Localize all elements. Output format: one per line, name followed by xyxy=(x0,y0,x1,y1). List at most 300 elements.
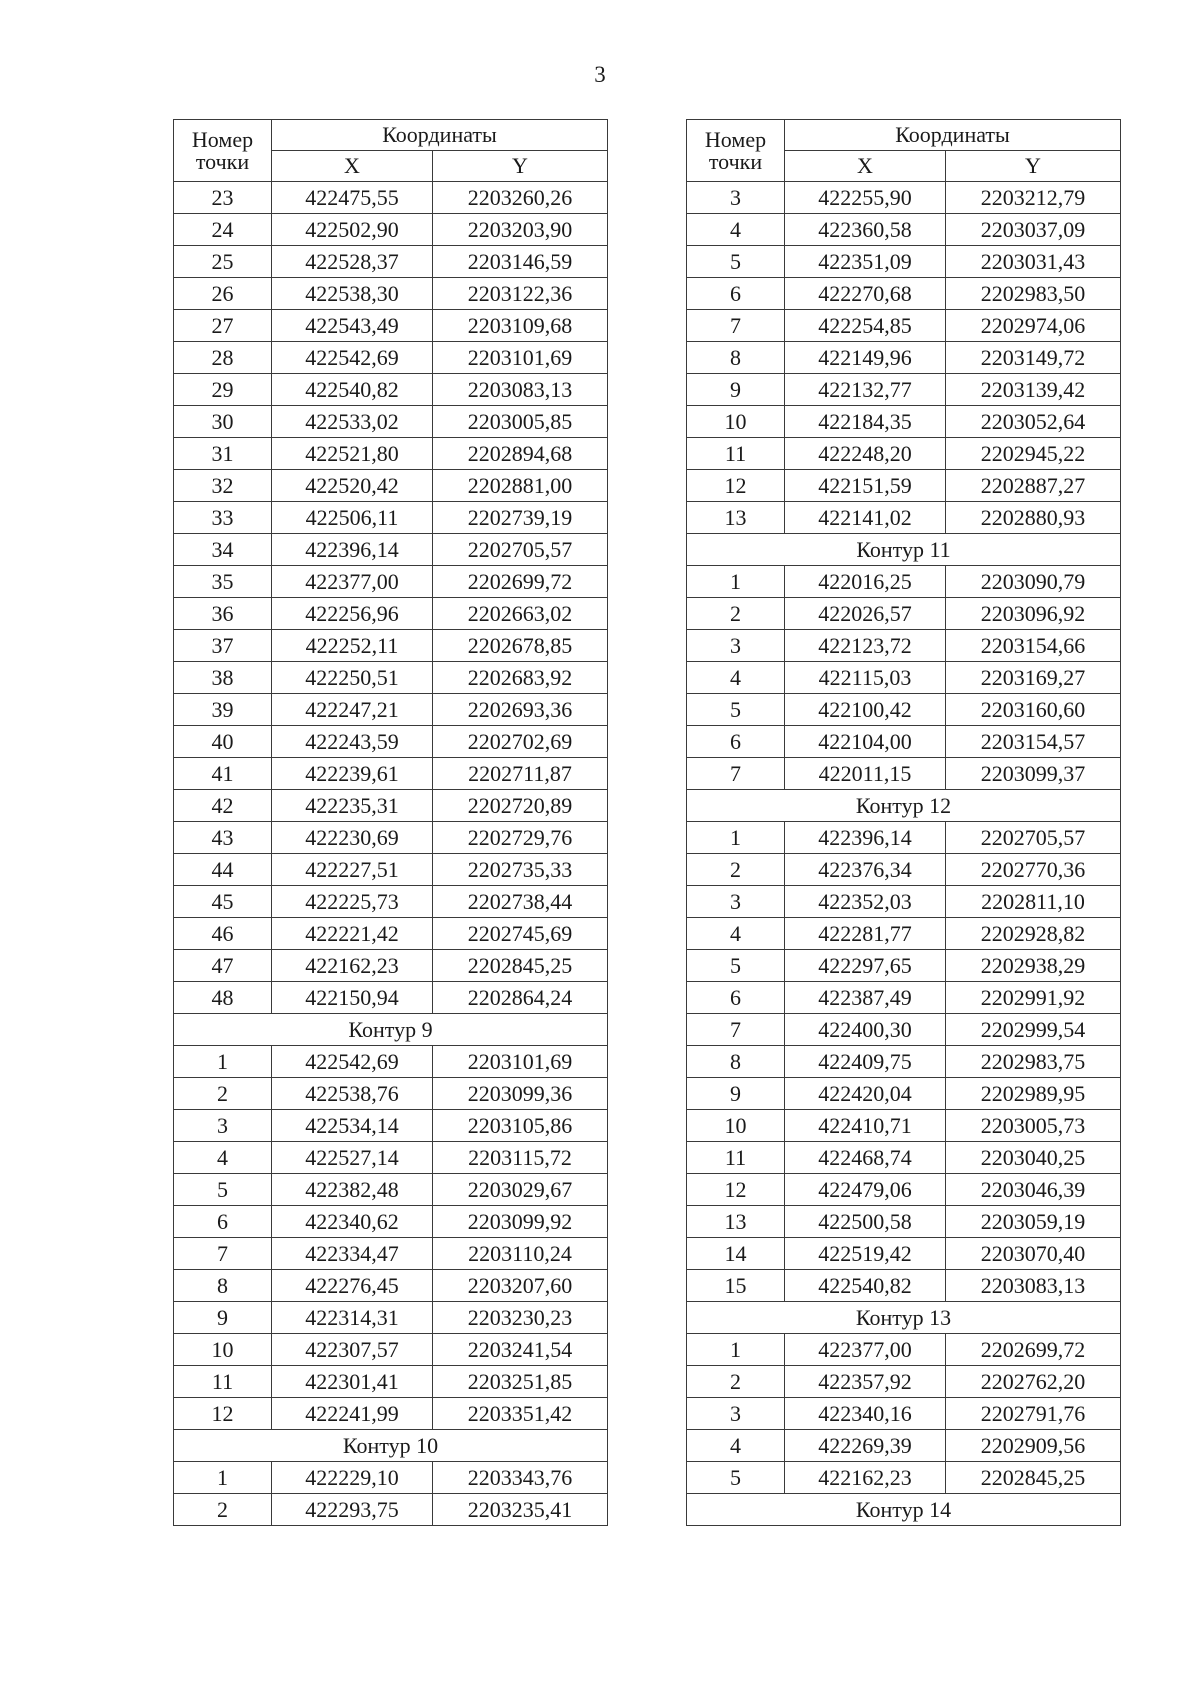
x-coordinate-cell: 422396,14 xyxy=(785,822,946,854)
contour-row xyxy=(687,790,1121,822)
table-row xyxy=(174,502,608,534)
table-row xyxy=(174,182,608,214)
x-coordinate-cell: 422307,57 xyxy=(272,1334,433,1366)
table-row xyxy=(687,1206,1121,1238)
x-coordinate-cell: 422104,00 xyxy=(785,726,946,758)
y-coordinate-cell: 2202762,20 xyxy=(946,1366,1121,1398)
point-number-cell: 13 xyxy=(687,1206,785,1238)
y-coordinate-cell: 2203212,79 xyxy=(946,182,1121,214)
contour-row xyxy=(687,534,1121,566)
y-coordinate-cell: 2202678,85 xyxy=(433,630,608,662)
x-coordinate-cell: 422256,96 xyxy=(272,598,433,630)
table-row xyxy=(174,982,608,1014)
x-header: X xyxy=(785,151,946,182)
point-number-cell: 2 xyxy=(174,1078,272,1110)
x-coordinate-cell: 422297,65 xyxy=(785,950,946,982)
x-coordinate-cell: 422248,20 xyxy=(785,438,946,470)
point-number-cell: 7 xyxy=(687,758,785,790)
y-coordinate-cell: 2203235,41 xyxy=(433,1494,608,1526)
y-coordinate-cell: 2203101,69 xyxy=(433,1046,608,1078)
page-number: 3 xyxy=(594,62,606,87)
y-coordinate-cell: 2203154,57 xyxy=(946,726,1121,758)
y-coordinate-cell: 2203169,27 xyxy=(946,662,1121,694)
table-row xyxy=(687,662,1121,694)
point-number-cell: 2 xyxy=(687,1366,785,1398)
table-row xyxy=(174,758,608,790)
x-coordinate-cell: 422542,69 xyxy=(272,1046,433,1078)
table-row xyxy=(687,1334,1121,1366)
y-coordinate-cell: 2202791,76 xyxy=(946,1398,1121,1430)
table-row xyxy=(687,502,1121,534)
point-number-cell: 39 xyxy=(174,694,272,726)
x-coordinate-cell: 422254,85 xyxy=(785,310,946,342)
point-number-cell: 4 xyxy=(687,662,785,694)
x-coordinate-cell: 422269,39 xyxy=(785,1430,946,1462)
point-number-cell: 26 xyxy=(174,278,272,310)
y-coordinate-cell: 2202693,36 xyxy=(433,694,608,726)
y-coordinate-cell: 2203083,13 xyxy=(433,374,608,406)
table-row xyxy=(687,726,1121,758)
point-number-cell: 33 xyxy=(174,502,272,534)
point-number-cell: 43 xyxy=(174,822,272,854)
point-number-header: Номер точки xyxy=(174,120,272,182)
y-coordinate-cell: 2203351,42 xyxy=(433,1398,608,1430)
point-number-cell: 6 xyxy=(687,278,785,310)
table-row xyxy=(174,1398,608,1430)
point-number-cell: 11 xyxy=(174,1366,272,1398)
x-coordinate-cell: 422352,03 xyxy=(785,886,946,918)
y-coordinate-cell: 2202729,76 xyxy=(433,822,608,854)
point-number-cell: 3 xyxy=(174,1110,272,1142)
point-number-cell: 5 xyxy=(687,950,785,982)
table-row xyxy=(687,630,1121,662)
x-coordinate-cell: 422230,69 xyxy=(272,822,433,854)
table-row xyxy=(174,886,608,918)
point-number-cell: 27 xyxy=(174,310,272,342)
y-coordinate-cell: 2202887,27 xyxy=(946,470,1121,502)
x-coordinate-cell: 422276,45 xyxy=(272,1270,433,1302)
x-coordinate-cell: 422409,75 xyxy=(785,1046,946,1078)
table-row xyxy=(174,438,608,470)
x-coordinate-cell: 422340,16 xyxy=(785,1398,946,1430)
point-number-cell: 45 xyxy=(174,886,272,918)
y-coordinate-cell: 2202720,89 xyxy=(433,790,608,822)
x-coordinate-cell: 422123,72 xyxy=(785,630,946,662)
y-coordinate-cell: 2202938,29 xyxy=(946,950,1121,982)
x-coordinate-cell: 422351,09 xyxy=(785,246,946,278)
point-number-cell: 5 xyxy=(174,1174,272,1206)
y-coordinate-cell: 2203207,60 xyxy=(433,1270,608,1302)
y-coordinate-cell: 2203029,67 xyxy=(433,1174,608,1206)
table-row xyxy=(687,1142,1121,1174)
y-coordinate-cell: 2203070,40 xyxy=(946,1238,1121,1270)
x-coordinate-cell: 422100,42 xyxy=(785,694,946,726)
x-coordinate-cell: 422162,23 xyxy=(272,950,433,982)
table-row xyxy=(687,982,1121,1014)
y-coordinate-cell: 2202928,82 xyxy=(946,918,1121,950)
x-coordinate-cell: 422538,30 xyxy=(272,278,433,310)
y-coordinate-cell: 2203139,42 xyxy=(946,374,1121,406)
x-coordinate-cell: 422149,96 xyxy=(785,342,946,374)
point-number-cell: 12 xyxy=(174,1398,272,1430)
table-row xyxy=(687,1462,1121,1494)
y-coordinate-cell: 2202738,44 xyxy=(433,886,608,918)
y-coordinate-cell: 2202735,33 xyxy=(433,854,608,886)
x-coordinate-cell: 422410,71 xyxy=(785,1110,946,1142)
y-coordinate-cell: 2203099,37 xyxy=(946,758,1121,790)
x-coordinate-cell: 422540,82 xyxy=(272,374,433,406)
x-coordinate-cell: 422026,57 xyxy=(785,598,946,630)
y-coordinate-cell: 2203251,85 xyxy=(433,1366,608,1398)
point-number-cell: 14 xyxy=(687,1238,785,1270)
y-coordinate-cell: 2203083,13 xyxy=(946,1270,1121,1302)
point-number-cell: 48 xyxy=(174,982,272,1014)
x-coordinate-cell: 422528,37 xyxy=(272,246,433,278)
point-number-cell: 46 xyxy=(174,918,272,950)
table-row xyxy=(174,1366,608,1398)
point-number-cell: 5 xyxy=(687,1462,785,1494)
y-coordinate-cell: 2203203,90 xyxy=(433,214,608,246)
x-coordinate-cell: 422250,51 xyxy=(272,662,433,694)
table-row xyxy=(687,854,1121,886)
table-row xyxy=(174,1110,608,1142)
table-row xyxy=(687,182,1121,214)
x-coordinate-cell: 422506,11 xyxy=(272,502,433,534)
point-number-cell: 9 xyxy=(174,1302,272,1334)
point-number-cell: 23 xyxy=(174,182,272,214)
x-coordinate-cell: 422542,69 xyxy=(272,342,433,374)
table-row xyxy=(174,1334,608,1366)
point-number-cell: 9 xyxy=(687,1078,785,1110)
table-row xyxy=(687,406,1121,438)
y-coordinate-cell: 2202881,00 xyxy=(433,470,608,502)
point-number-cell: 1 xyxy=(687,566,785,598)
x-coordinate-cell: 422270,68 xyxy=(785,278,946,310)
y-coordinate-cell: 2202845,25 xyxy=(433,950,608,982)
y-coordinate-cell: 2203046,39 xyxy=(946,1174,1121,1206)
y-coordinate-cell: 2203005,85 xyxy=(433,406,608,438)
y-coordinate-cell: 2202974,06 xyxy=(946,310,1121,342)
coordinates-table-left xyxy=(173,119,608,1526)
table-row xyxy=(174,726,608,758)
y-coordinate-cell: 2203040,25 xyxy=(946,1142,1121,1174)
x-coordinate-cell: 422229,10 xyxy=(272,1462,433,1494)
table-row xyxy=(687,310,1121,342)
table-row xyxy=(687,1238,1121,1270)
y-coordinate-cell: 2203115,72 xyxy=(433,1142,608,1174)
x-coordinate-cell: 422314,31 xyxy=(272,1302,433,1334)
x-coordinate-cell: 422519,42 xyxy=(785,1238,946,1270)
point-number-cell: 1 xyxy=(687,822,785,854)
x-coordinate-cell: 422520,42 xyxy=(272,470,433,502)
contour-row xyxy=(174,1014,608,1046)
y-coordinate-cell: 2202702,69 xyxy=(433,726,608,758)
contour-row xyxy=(687,1494,1121,1526)
table-row xyxy=(687,1270,1121,1302)
table-row xyxy=(174,630,608,662)
x-coordinate-cell: 422377,00 xyxy=(272,566,433,598)
y-coordinate-cell: 2202705,57 xyxy=(433,534,608,566)
x-coordinate-cell: 422162,23 xyxy=(785,1462,946,1494)
point-number-cell: 4 xyxy=(174,1142,272,1174)
point-number-cell: 1 xyxy=(174,1046,272,1078)
x-coordinate-cell: 422376,34 xyxy=(785,854,946,886)
x-coordinate-cell: 422132,77 xyxy=(785,374,946,406)
table-row xyxy=(687,758,1121,790)
point-number-cell: 9 xyxy=(687,374,785,406)
table-row xyxy=(174,246,608,278)
table-row xyxy=(687,918,1121,950)
x-coordinate-cell: 422301,41 xyxy=(272,1366,433,1398)
point-number-cell: 31 xyxy=(174,438,272,470)
table-row xyxy=(687,566,1121,598)
y-coordinate-cell: 2202663,02 xyxy=(433,598,608,630)
x-coordinate-cell: 422360,58 xyxy=(785,214,946,246)
point-number-cell: 8 xyxy=(687,342,785,374)
table-row xyxy=(174,950,608,982)
table-row xyxy=(174,310,608,342)
y-coordinate-cell: 2203031,43 xyxy=(946,246,1121,278)
table-row xyxy=(687,598,1121,630)
point-number-cell: 1 xyxy=(687,1334,785,1366)
x-coordinate-cell: 422377,00 xyxy=(785,1334,946,1366)
table-row xyxy=(687,1398,1121,1430)
contour-label: Контур 12 xyxy=(687,790,1121,822)
y-coordinate-cell: 2203052,64 xyxy=(946,406,1121,438)
x-coordinate-cell: 422340,62 xyxy=(272,1206,433,1238)
y-coordinate-cell: 2202811,10 xyxy=(946,886,1121,918)
table-row xyxy=(174,278,608,310)
y-header: Y xyxy=(433,151,608,182)
y-coordinate-cell: 2202845,25 xyxy=(946,1462,1121,1494)
x-coordinate-cell: 422382,48 xyxy=(272,1174,433,1206)
y-coordinate-cell: 2203101,69 xyxy=(433,342,608,374)
table-row xyxy=(174,1270,608,1302)
x-coordinate-cell: 422500,58 xyxy=(785,1206,946,1238)
table-row xyxy=(174,854,608,886)
point-number-cell: 37 xyxy=(174,630,272,662)
contour-label: Контур 11 xyxy=(687,534,1121,566)
table-row xyxy=(174,374,608,406)
table-row xyxy=(687,1430,1121,1462)
y-coordinate-cell: 2202909,56 xyxy=(946,1430,1121,1462)
table-row xyxy=(174,662,608,694)
table-row xyxy=(174,534,608,566)
table-row xyxy=(174,1494,608,1526)
x-coordinate-cell: 422400,30 xyxy=(785,1014,946,1046)
point-number-cell: 2 xyxy=(174,1494,272,1526)
x-coordinate-cell: 422115,03 xyxy=(785,662,946,694)
x-coordinate-cell: 422221,42 xyxy=(272,918,433,950)
point-number-cell: 38 xyxy=(174,662,272,694)
y-coordinate-cell: 2202945,22 xyxy=(946,438,1121,470)
x-coordinate-cell: 422151,59 xyxy=(785,470,946,502)
table-row xyxy=(687,1078,1121,1110)
x-coordinate-cell: 422150,94 xyxy=(272,982,433,1014)
point-number-cell: 8 xyxy=(687,1046,785,1078)
point-number-cell: 6 xyxy=(687,726,785,758)
table-row xyxy=(687,822,1121,854)
y-coordinate-cell: 2203149,72 xyxy=(946,342,1121,374)
table-row xyxy=(174,1302,608,1334)
table-row xyxy=(174,1238,608,1270)
point-number-cell: 7 xyxy=(687,310,785,342)
y-coordinate-cell: 2203096,92 xyxy=(946,598,1121,630)
table-row xyxy=(174,406,608,438)
point-number-cell: 36 xyxy=(174,598,272,630)
y-coordinate-cell: 2203109,68 xyxy=(433,310,608,342)
y-coordinate-cell: 2202983,75 xyxy=(946,1046,1121,1078)
y-coordinate-cell: 2203160,60 xyxy=(946,694,1121,726)
x-coordinate-cell: 422540,82 xyxy=(785,1270,946,1302)
point-number-cell: 40 xyxy=(174,726,272,758)
point-number-cell: 10 xyxy=(687,1110,785,1142)
point-number-cell: 4 xyxy=(687,1430,785,1462)
table-row xyxy=(687,374,1121,406)
point-number-cell: 28 xyxy=(174,342,272,374)
x-coordinate-cell: 422293,75 xyxy=(272,1494,433,1526)
y-coordinate-cell: 2203154,66 xyxy=(946,630,1121,662)
point-number-cell: 47 xyxy=(174,950,272,982)
table-row xyxy=(174,598,608,630)
point-number-cell: 2 xyxy=(687,598,785,630)
y-coordinate-cell: 2202864,24 xyxy=(433,982,608,1014)
contour-label: Контур 9 xyxy=(174,1014,608,1046)
table-row xyxy=(174,918,608,950)
x-coordinate-cell: 422255,90 xyxy=(785,182,946,214)
coordinates-header: Координаты xyxy=(785,120,1121,151)
point-number-cell: 6 xyxy=(174,1206,272,1238)
point-number-cell: 7 xyxy=(687,1014,785,1046)
point-number-cell: 12 xyxy=(687,470,785,502)
table-row xyxy=(174,214,608,246)
x-coordinate-cell: 422357,92 xyxy=(785,1366,946,1398)
y-coordinate-cell: 2203105,86 xyxy=(433,1110,608,1142)
table-row xyxy=(687,1366,1121,1398)
y-coordinate-cell: 2203241,54 xyxy=(433,1334,608,1366)
y-coordinate-cell: 2203260,26 xyxy=(433,182,608,214)
x-coordinate-cell: 422533,02 xyxy=(272,406,433,438)
table-row xyxy=(174,790,608,822)
x-coordinate-cell: 422475,55 xyxy=(272,182,433,214)
y-coordinate-cell: 2203099,92 xyxy=(433,1206,608,1238)
point-number-cell: 30 xyxy=(174,406,272,438)
table-row xyxy=(687,246,1121,278)
table-row xyxy=(174,1046,608,1078)
y-coordinate-cell: 2202699,72 xyxy=(433,566,608,598)
x-coordinate-cell: 422502,90 xyxy=(272,214,433,246)
x-coordinate-cell: 422538,76 xyxy=(272,1078,433,1110)
point-number-cell: 24 xyxy=(174,214,272,246)
point-number-cell: 3 xyxy=(687,886,785,918)
x-coordinate-cell: 422184,35 xyxy=(785,406,946,438)
point-number-cell: 3 xyxy=(687,182,785,214)
x-coordinate-cell: 422420,04 xyxy=(785,1078,946,1110)
x-coordinate-cell: 422241,99 xyxy=(272,1398,433,1430)
x-coordinate-cell: 422011,15 xyxy=(785,758,946,790)
x-coordinate-cell: 422227,51 xyxy=(272,854,433,886)
point-number-cell: 35 xyxy=(174,566,272,598)
coordinates-table-right xyxy=(686,119,1121,1526)
contour-label: Контур 10 xyxy=(174,1430,608,1462)
table-row xyxy=(174,1142,608,1174)
point-number-header: Номер точки xyxy=(687,120,785,182)
y-coordinate-cell: 2202739,19 xyxy=(433,502,608,534)
x-coordinate-cell: 422527,14 xyxy=(272,1142,433,1174)
x-coordinate-cell: 422016,25 xyxy=(785,566,946,598)
y-coordinate-cell: 2203343,76 xyxy=(433,1462,608,1494)
point-number-cell: 41 xyxy=(174,758,272,790)
y-header: Y xyxy=(946,151,1121,182)
point-number-cell: 13 xyxy=(687,502,785,534)
x-header: X xyxy=(272,151,433,182)
point-number-cell: 2 xyxy=(687,854,785,886)
y-coordinate-cell: 2202894,68 xyxy=(433,438,608,470)
x-coordinate-cell: 422534,14 xyxy=(272,1110,433,1142)
table-row xyxy=(174,1174,608,1206)
table-row xyxy=(174,694,608,726)
table-row xyxy=(687,1174,1121,1206)
x-coordinate-cell: 422334,47 xyxy=(272,1238,433,1270)
x-coordinate-cell: 422543,49 xyxy=(272,310,433,342)
y-coordinate-cell: 2202699,72 xyxy=(946,1334,1121,1366)
table-row xyxy=(687,1110,1121,1142)
point-number-cell: 3 xyxy=(687,630,785,662)
y-coordinate-cell: 2202745,69 xyxy=(433,918,608,950)
point-number-cell: 32 xyxy=(174,470,272,502)
point-number-cell: 10 xyxy=(174,1334,272,1366)
x-coordinate-cell: 422281,77 xyxy=(785,918,946,950)
table-row xyxy=(174,1462,608,1494)
point-number-cell: 10 xyxy=(687,406,785,438)
point-number-cell: 15 xyxy=(687,1270,785,1302)
x-coordinate-cell: 422239,61 xyxy=(272,758,433,790)
table-row xyxy=(687,278,1121,310)
table-row xyxy=(174,822,608,854)
y-coordinate-cell: 2203230,23 xyxy=(433,1302,608,1334)
x-coordinate-cell: 422225,73 xyxy=(272,886,433,918)
table-row xyxy=(174,1206,608,1238)
x-coordinate-cell: 422479,06 xyxy=(785,1174,946,1206)
y-coordinate-cell: 2202991,92 xyxy=(946,982,1121,1014)
table-row xyxy=(687,1046,1121,1078)
y-coordinate-cell: 2202989,95 xyxy=(946,1078,1121,1110)
coordinates-header: Координаты xyxy=(272,120,608,151)
y-coordinate-cell: 2202711,87 xyxy=(433,758,608,790)
x-coordinate-cell: 422141,02 xyxy=(785,502,946,534)
point-number-cell: 34 xyxy=(174,534,272,566)
point-number-cell: 5 xyxy=(687,694,785,726)
x-coordinate-cell: 422468,74 xyxy=(785,1142,946,1174)
point-number-cell: 1 xyxy=(174,1462,272,1494)
point-number-cell: 29 xyxy=(174,374,272,406)
point-number-cell: 25 xyxy=(174,246,272,278)
y-coordinate-cell: 2202770,36 xyxy=(946,854,1121,886)
contour-label: Контур 13 xyxy=(687,1302,1121,1334)
table-row xyxy=(687,694,1121,726)
contour-label: Контур 14 xyxy=(687,1494,1121,1526)
y-coordinate-cell: 2203122,36 xyxy=(433,278,608,310)
x-coordinate-cell: 422235,31 xyxy=(272,790,433,822)
y-coordinate-cell: 2202880,93 xyxy=(946,502,1121,534)
table-row xyxy=(687,214,1121,246)
y-coordinate-cell: 2202683,92 xyxy=(433,662,608,694)
y-coordinate-cell: 2203146,59 xyxy=(433,246,608,278)
y-coordinate-cell: 2203110,24 xyxy=(433,1238,608,1270)
table-row xyxy=(687,886,1121,918)
point-number-cell: 42 xyxy=(174,790,272,822)
point-number-cell: 12 xyxy=(687,1174,785,1206)
